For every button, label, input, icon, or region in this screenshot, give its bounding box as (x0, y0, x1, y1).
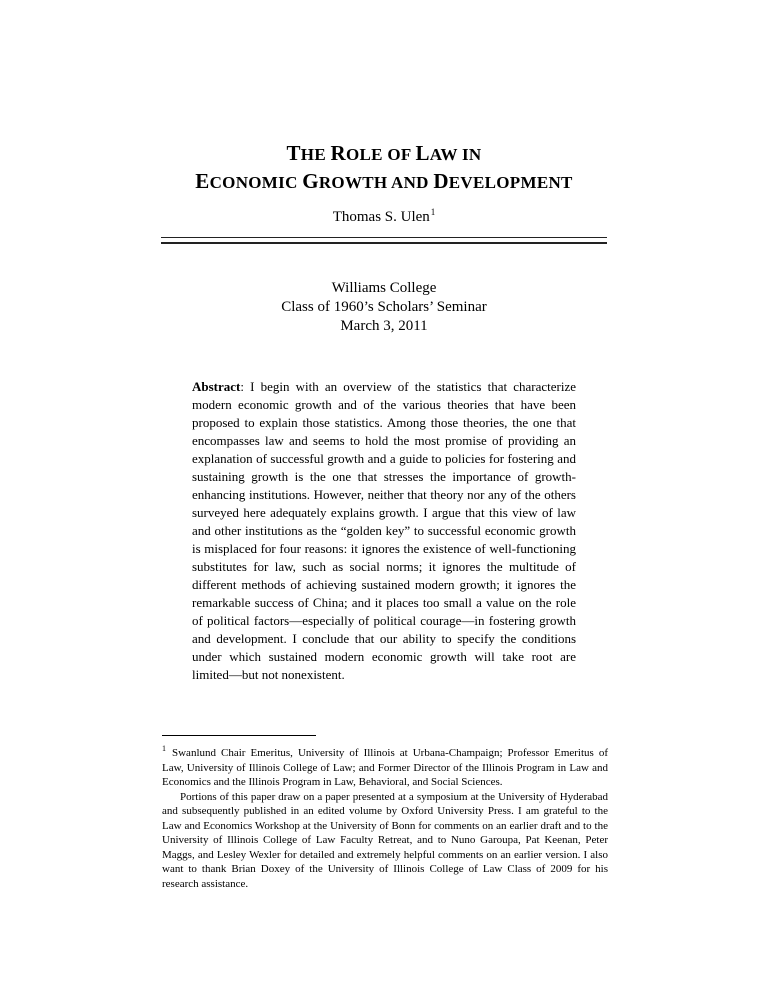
title-word-2-initial: R (330, 141, 346, 165)
title-word-4-rest: CONOMIC (209, 173, 303, 192)
footnote-paragraph-2 (162, 790, 608, 892)
author-name: Thomas S. Ulen (332, 209, 430, 225)
title-word-3-initial: L (415, 141, 430, 165)
abstract-label: Abstract (192, 379, 241, 394)
footnote-paragraph-1 (162, 742, 608, 790)
venue-institution: Williams College (331, 280, 437, 296)
footnote-text-1: Swanlund Chair Emeritus, University of Illinois at Urbana-Champaign; Professor Emeritus of Law, University of Illinois College of Law; and Former Director of the Illinois Program in Law and Economics and the Illinois Program in Law, Behavioral, and Social Sciences. (162, 747, 608, 788)
title-word-5-rest: ROWTH AND (318, 173, 434, 192)
title-word-2-rest: OLE OF (345, 145, 416, 164)
footnote-text-2: Portions of this paper draw on a paper presented at a symposium at the University of Hyderabad and subsequently published in an edited volume by Oxford University Press. I am grateful to the Law and Economics Workshop at the University of Bonn for comments on an earlier draft and to the University of Illinois College of Law Faculty Retreat, and to Nuno Garoupa, Pat Keenan, Peter Maggs, and Lesley Wexler for detailed and extremely helpful comments on an earlier version. I also want to thank Brian Doxey of the University of Illinois College of Law Class of 2009 for his research assistance. (162, 790, 608, 890)
title-word-1-rest: HE (300, 145, 331, 164)
title-divider (161, 237, 607, 244)
title-word-4-initial: E (195, 169, 210, 193)
title-word-1-initial: T (286, 141, 301, 165)
venue-seminar: Class of 1960’s Scholars’ Seminar (281, 299, 487, 315)
paper-title (0, 140, 768, 196)
abstract-text: : I begin with an overview of the statistics that characterize modern economic growth and of the various theories that have been proposed to explain those statistics. Among those theories, the one that encompasses law and seems to hold the most promise of providing an explanation of successful growth and a guide to policies for fostering and sustaining growth is the one that stresses the importance of growth-enhancing institutions. However, neither that theory nor any of the others surveyed here adequately explains growth. I argue that this view of law and other institutions as the “golden key” to successful economic growth is misplaced for four reasons: it ignores the existence of well-functioning substitutes for law, such as social norms; it ignores the multitude of different methods of achieving sustained modern growth; it ignores the remarkable success of China; and it places too small a value on the role of political factors—especially of political courage—in fostering growth and development. I conclude that our ability to specify the conditions under which sustained modern economic growth will take root are limited—but not nonexistent. (192, 379, 576, 682)
footnote-marker: 1 (162, 744, 166, 753)
title-line-1 (0, 140, 768, 168)
footnote-divider (162, 735, 316, 736)
title-line-2 (0, 168, 768, 196)
title-word-6-rest: EVELOPMENT (448, 173, 573, 192)
venue-block (0, 279, 768, 336)
title-word-6-initial: D (433, 169, 449, 193)
author-footnote-marker[interactable]: 1 (430, 207, 436, 217)
author-line (0, 207, 768, 226)
venue-date: March 3, 2011 (340, 318, 428, 334)
title-word-3-rest: AW IN (429, 145, 482, 164)
title-word-5-initial: G (302, 169, 319, 193)
abstract (192, 378, 576, 684)
footnote (162, 742, 608, 891)
